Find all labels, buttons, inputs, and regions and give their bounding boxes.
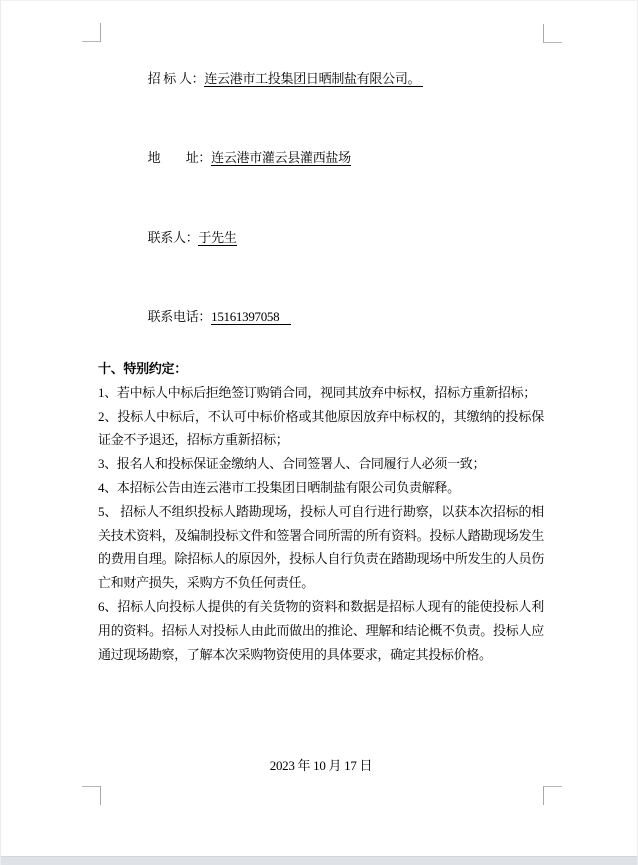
clause-3: 3、报名人和投标保证金缴纳人、合同签署人、合同履行人必须一致； xyxy=(98,456,486,472)
document-date: 2023 年 10 月 17 日 xyxy=(269,758,373,774)
tenderer-label: 招 标 人： xyxy=(147,70,205,86)
page-bottom-edge xyxy=(1,856,637,865)
clause-1: 1、若中标人中标后拒绝签订购销合同，视同其放弃中标权，招标方重新招标； xyxy=(98,384,537,400)
clause-6: 6、招标人向投标人提供的有关货物的资料和数据是招标人现有的能使投标人利用的资料。招标人对投标人由此而做出的推论、理解和结论概不负责。投标人应通过现场勘察，了解本次采购物资使用的具体要求，确定其投标价格。 xyxy=(98,598,544,662)
clause-2: 2、投标人中标后，不认可中标价格或其他原因放弃中标权的，其缴纳的投标保证金不予退还，招标方重新招标； xyxy=(98,408,544,448)
tenderer-line xyxy=(124,39,544,119)
contact-person-line xyxy=(124,198,544,278)
address-line xyxy=(124,119,544,199)
phone-value: 15161397058 xyxy=(211,309,292,324)
special-terms-heading: 十、特别约定： xyxy=(98,361,187,376)
clause-4: 4、本招标公告由连云港市工投集团日晒制盐有限公司负责解释。 xyxy=(98,479,460,495)
document-content xyxy=(98,39,544,778)
phone-label: 联系电话： xyxy=(147,309,212,324)
crop-mark-bottom-right-icon xyxy=(543,786,562,805)
special-terms-section xyxy=(98,357,544,666)
crop-mark-bottom-left-icon xyxy=(82,786,101,805)
crop-mark-top-right-icon xyxy=(543,24,562,43)
address-value: 连云港市灌云县灌西盐场 xyxy=(211,150,351,165)
contact-person-value: 于先生 xyxy=(198,229,237,245)
tenderer-value: 连云港市工投集团日晒制盐有限公司。 xyxy=(204,70,424,86)
address-label: 地 址： xyxy=(147,150,212,165)
phone-line xyxy=(124,278,544,358)
contact-person-label: 联系人： xyxy=(147,229,199,245)
clause-5: 5、 招标人不组织投标人踏勘现场，投标人可自行进行勘察，以获本次招标的相关技术资料，及编制投标文件和签署合同所需的所有资料。投标人踏勘现场发生的费用自理。除招标人的原因外，投标人自行负责在踏勘现场中所发生的人员伤亡和财产损失，采购方不负任何责任。 xyxy=(98,503,544,591)
contact-block xyxy=(98,39,544,357)
